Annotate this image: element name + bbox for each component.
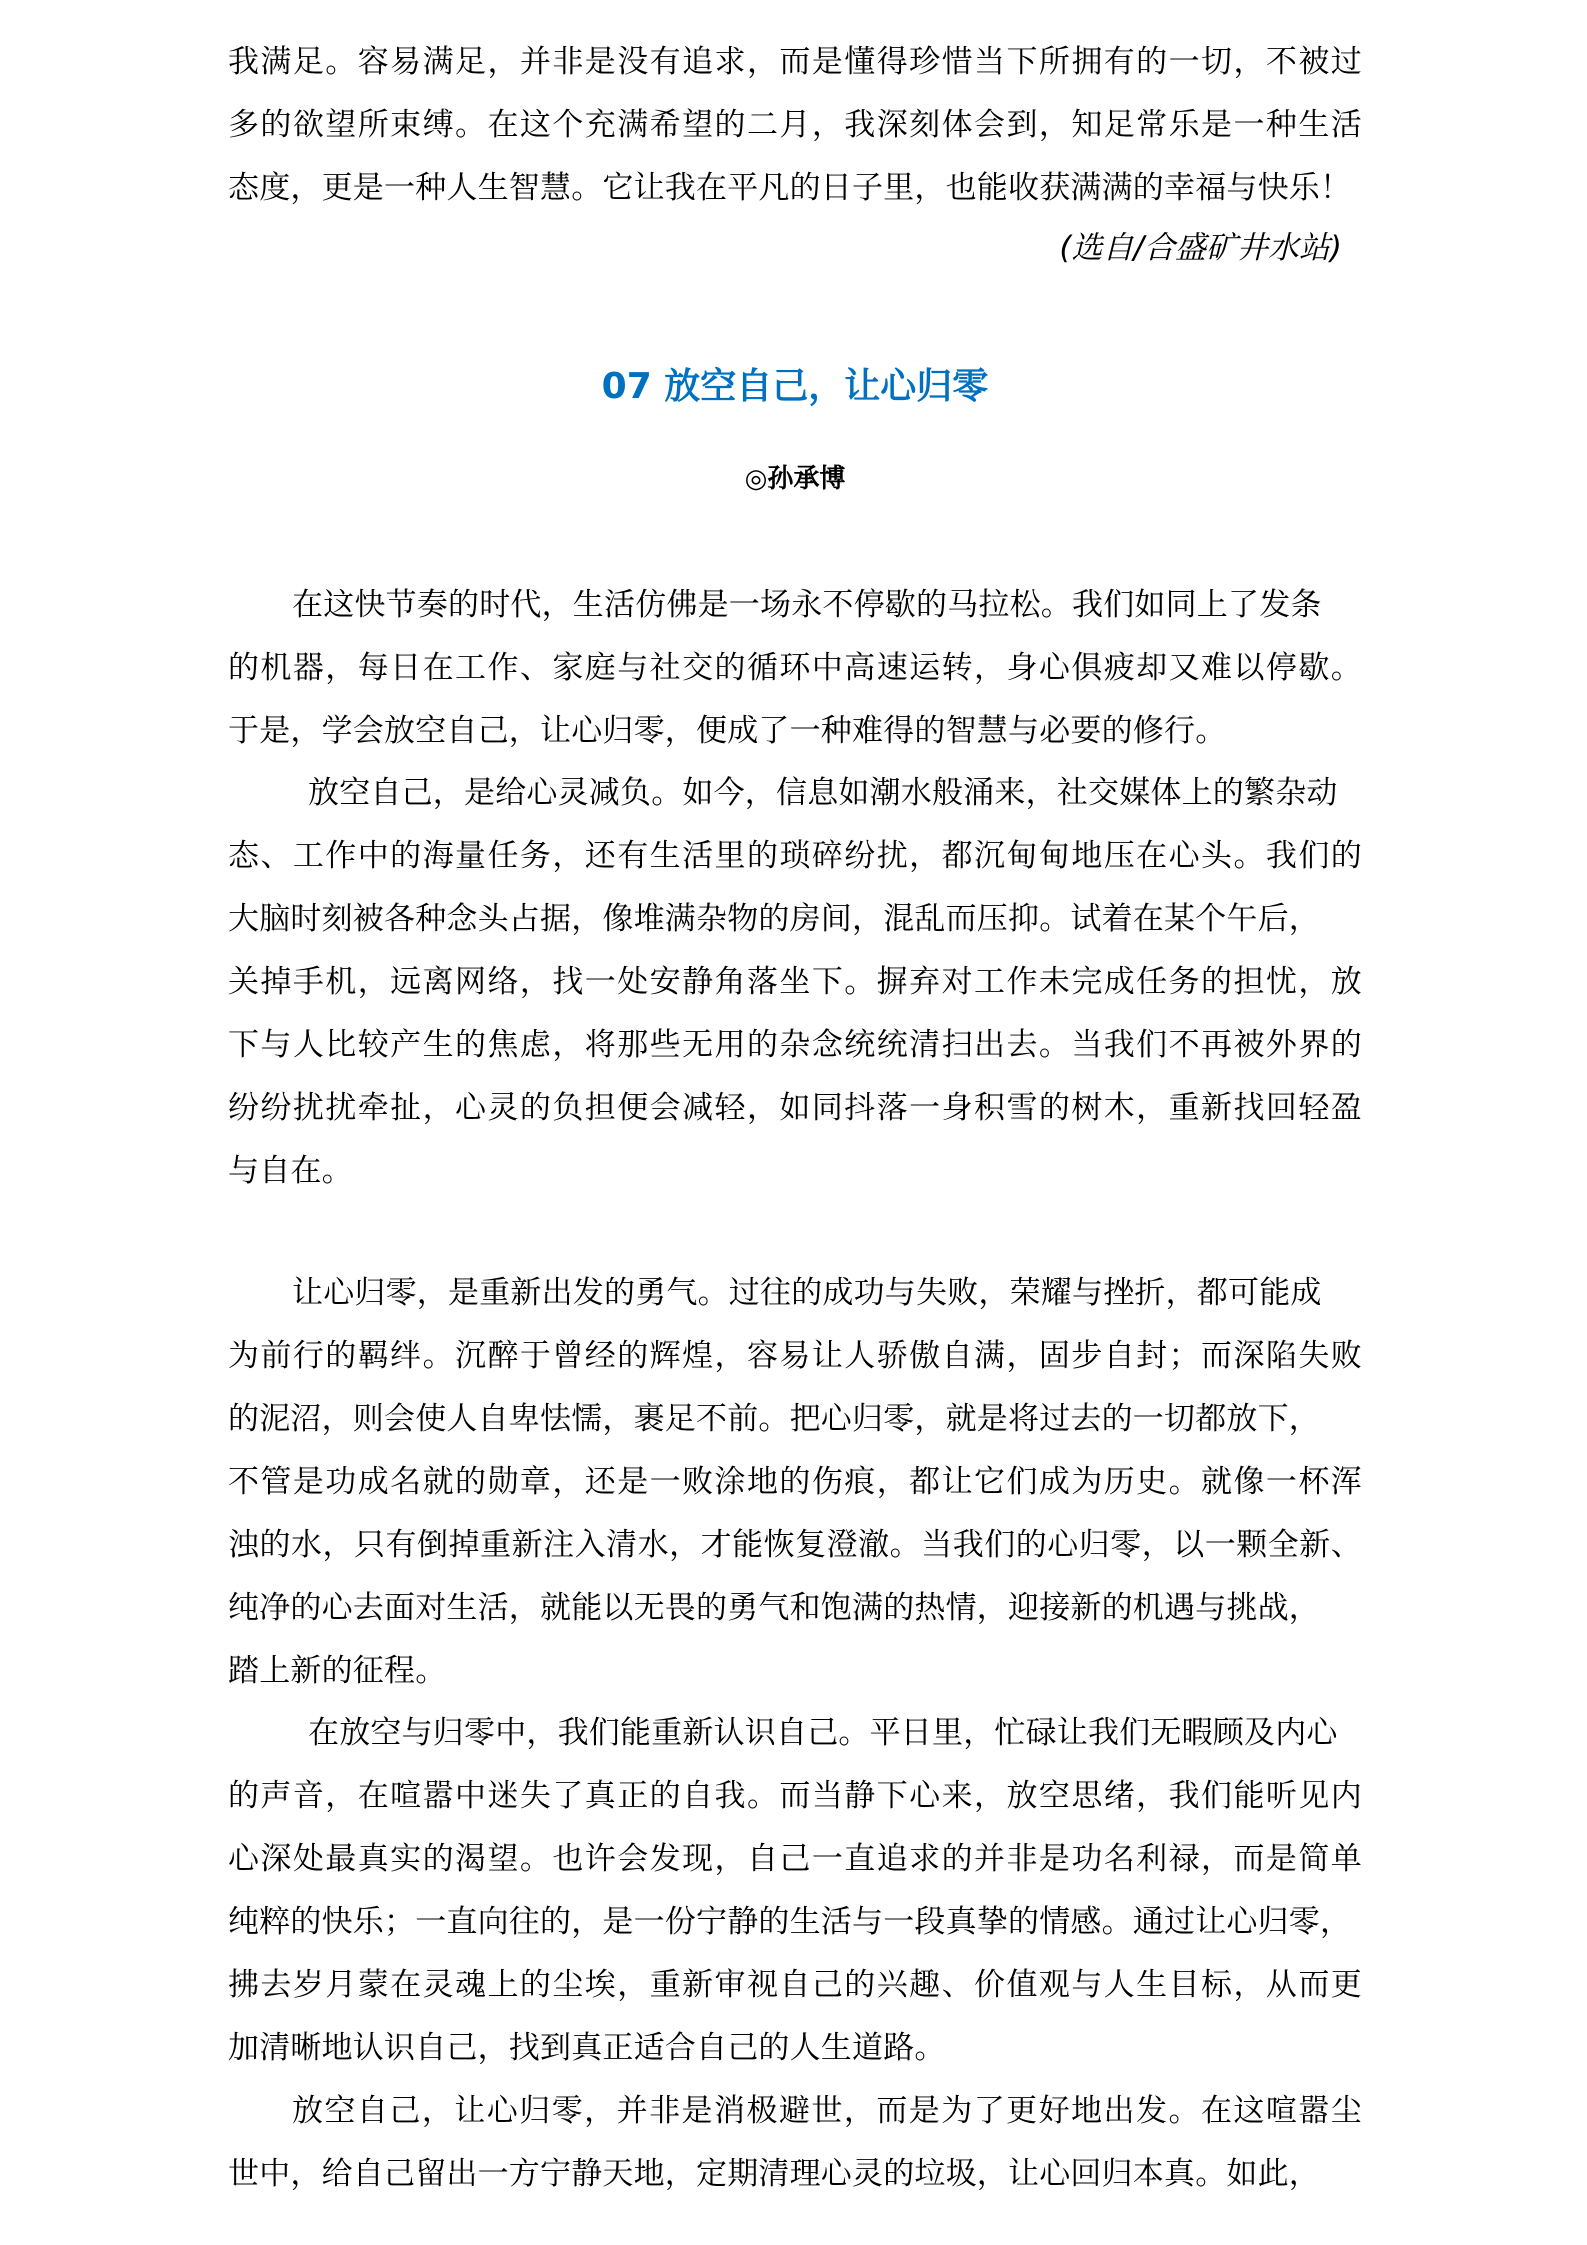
- article-source: (选自/合盛矿井水站): [1059, 230, 1342, 266]
- text-line: 纯净的心去面对生活，就能以无畏的勇气和饱满的热情，迎接新的机遇与挑战，: [228, 1590, 1320, 1626]
- text-line: 大脑时刻被各种念头占据，像堆满杂物的房间，混乱而压抑。试着在某个午后，: [228, 901, 1320, 937]
- text-line: 的声音，在喧嚣中迷失了真正的自我。而当静下心来，放空思绪，我们能听见内: [228, 1778, 1362, 1814]
- paragraph-first-line: 在这快节奏的时代，生活仿佛是一场永不停歇的马拉松。我们如同上了发条: [292, 587, 1322, 623]
- paragraph-first-line: 在放空与归零中，我们能重新认识自己。平日里，忙碌让我们无暇顾及内心: [308, 1715, 1338, 1751]
- text-line: 下与人比较产生的焦虑，将那些无用的杂念统统清扫出去。当我们不再被外界的: [228, 1027, 1362, 1063]
- text-line: 踏上新的征程。: [228, 1653, 447, 1689]
- paragraph-first-line: 放空自己，让心归零，并非是消极避世，而是为了更好地出发。在这喧嚣尘: [292, 2093, 1362, 2129]
- text-line: 纷纷扰扰牵扯，心灵的负担便会减轻，如同抖落一身积雪的树木，重新找回轻盈: [228, 1090, 1362, 1126]
- article-author: ◎孙承博: [744, 464, 846, 494]
- text-line: 关掉手机，远离网络，找一处安静角落坐下。摒弃对工作未完成任务的担忧，放: [228, 964, 1362, 1000]
- text-line: 的机器，每日在工作、家庭与社交的循环中高速运转，身心俱疲却又难以停歇。: [228, 650, 1362, 686]
- text-line: 拂去岁月蒙在灵魂上的尘埃，重新审视自己的兴趣、价值观与人生目标，从而更: [228, 1967, 1362, 2003]
- paragraph-first-line: 让心归零，是重新出发的勇气。过往的成功与失败，荣耀与挫折，都可能成: [292, 1275, 1322, 1311]
- text-line: 纯粹的快乐；一直向往的，是一份宁静的生活与一段真挚的情感。通过让心归零，: [228, 1904, 1352, 1940]
- text-line: 与自在。: [228, 1153, 353, 1189]
- text-line: 多的欲望所束缚。在这个充满希望的二月，我深刻体会到，知足常乐是一种生活: [228, 107, 1362, 143]
- text-line: 不管是功成名就的勋章，还是一败涂地的伤痕，都让它们成为历史。就像一杯浑: [228, 1464, 1362, 1500]
- text-line: 态度，更是一种人生智慧。它让我在平凡的日子里，也能收获满满的幸福与快乐！: [228, 170, 1352, 206]
- text-line: 心深处最真实的渴望。也许会发现，自己一直追求的并非是功名利禄，而是简单: [228, 1841, 1362, 1877]
- text-line: 世中，给自己留出一方宁静天地，定期清理心灵的垃圾，让心回归本真。如此，: [228, 2156, 1320, 2192]
- paragraph-first-line: 放空自己，是给心灵减负。如今，信息如潮水般涌来，社交媒体上的繁杂动: [308, 775, 1338, 811]
- text-line: 加清晰地认识自己，找到真正适合自己的人生道路。: [228, 2030, 946, 2066]
- text-line: 态、工作中的海量任务，还有生活里的琐碎纷扰，都沉甸甸地压在心头。我们的: [228, 838, 1362, 874]
- text-line: 的泥沼，则会使人自卑怯懦，裹足不前。把心归零，就是将过去的一切都放下，: [228, 1401, 1320, 1437]
- text-line: 为前行的羁绊。沉醉于曾经的辉煌，容易让人骄傲自满，固步自封；而深陷失败: [228, 1338, 1362, 1374]
- text-line: 于是，学会放空自己，让心归零，便成了一种难得的智慧与必要的修行。: [228, 713, 1227, 749]
- article-title: 07 放空自己，让心归零: [601, 366, 989, 407]
- text-line: 我满足。容易满足，并非是没有追求，而是懂得珍惜当下所拥有的一切，不被过: [228, 44, 1362, 80]
- text-line: 浊的水，只有倒掉重新注入清水，才能恢复澄澈。当我们的心归零，以一颗全新、: [228, 1527, 1362, 1563]
